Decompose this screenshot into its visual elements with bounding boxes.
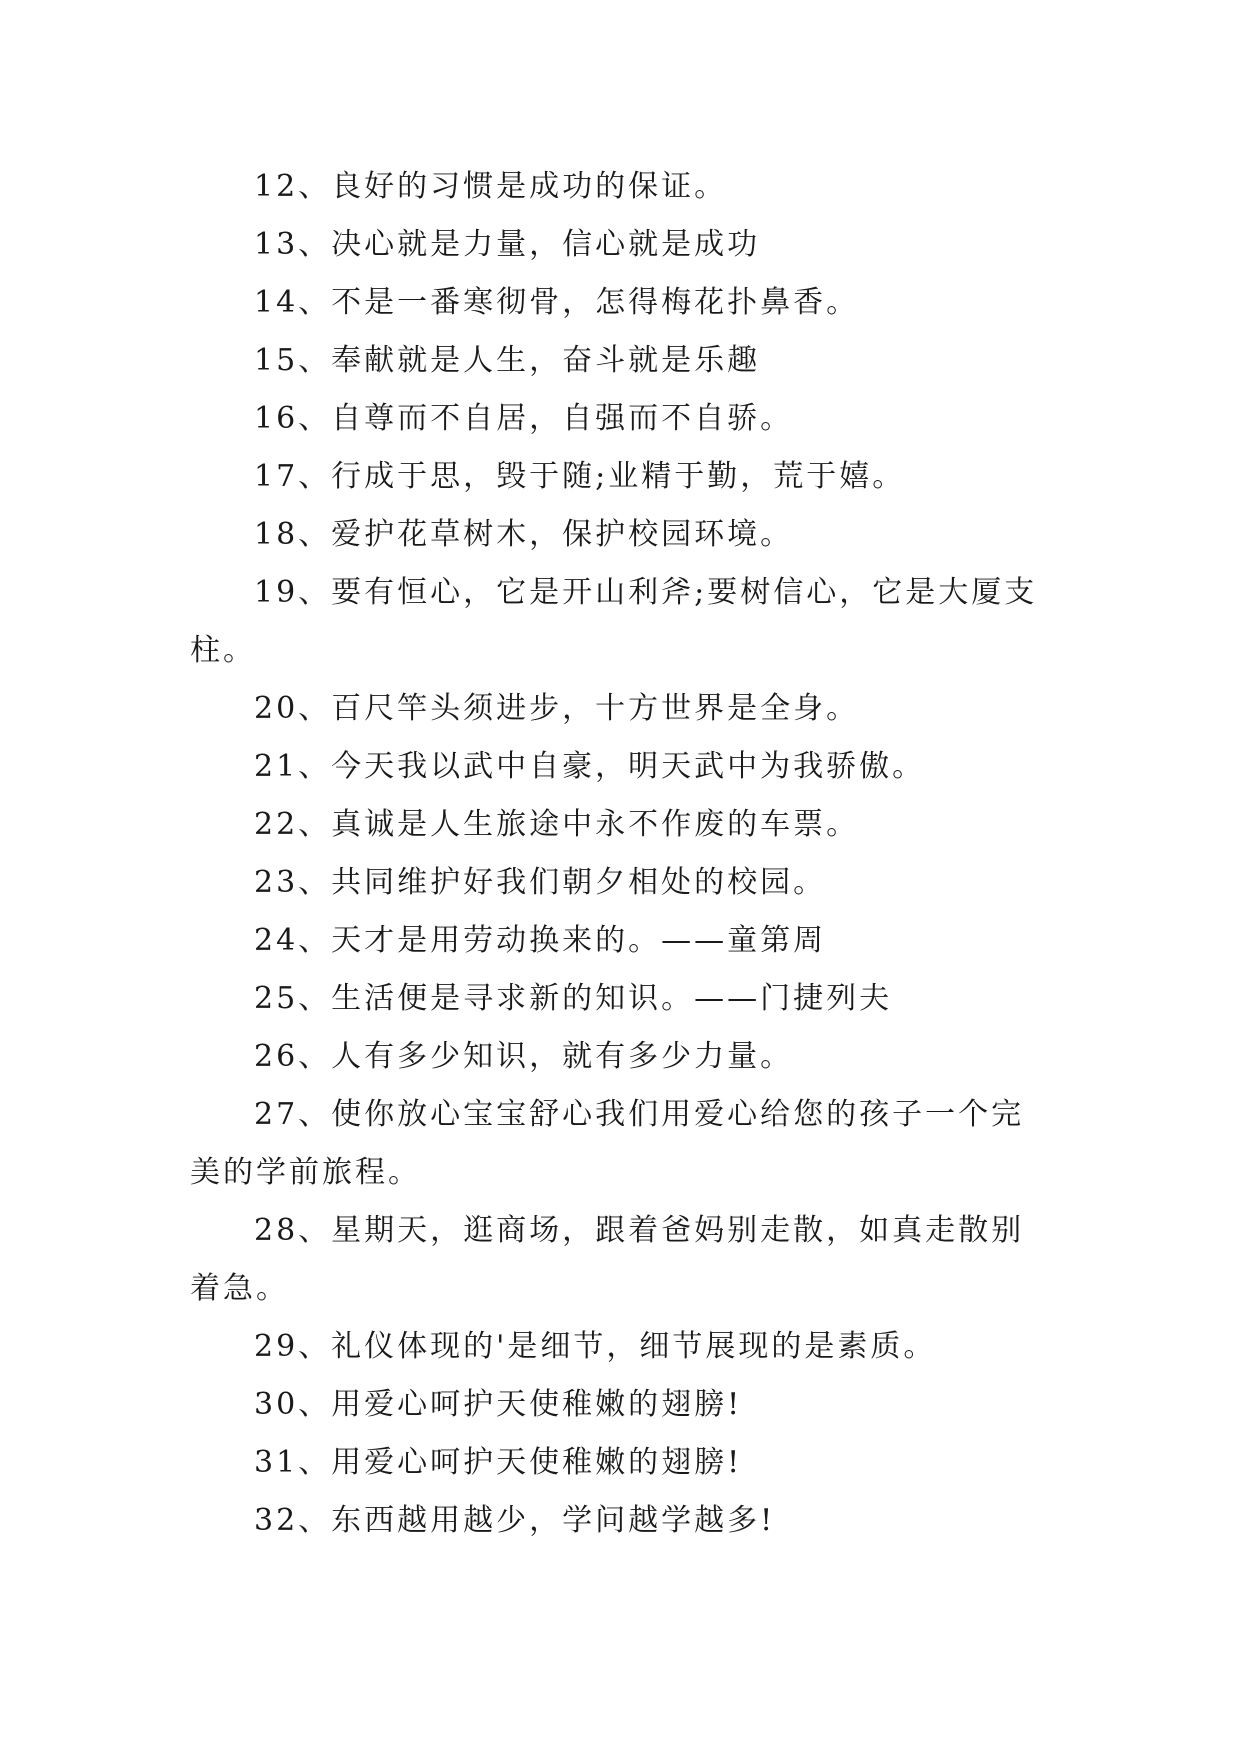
list-item: 14、不是一番寒彻骨，怎得梅花扑鼻香。 (254, 285, 860, 320)
list-item: 25、生活便是寻求新的知识。——门捷列夫 (254, 981, 893, 1016)
list-item: 22、真诚是人生旅途中永不作废的车票。 (254, 807, 860, 842)
list-item: 24、天才是用劳动换来的。——童第周 (254, 923, 827, 958)
list-item: 31、用爱心呵护天使稚嫩的翅膀! (254, 1445, 743, 1480)
list-item: 32、东西越用越少，学问越学越多! (254, 1503, 776, 1538)
list-item: 23、共同维护好我们朝夕相处的校园。 (254, 865, 827, 900)
list-item: 26、人有多少知识，就有多少力量。 (254, 1039, 794, 1074)
list-item: 20、百尺竿头须进步，十方世界是全身。 (254, 691, 860, 726)
list-item: 15、奉献就是人生，奋斗就是乐趣 (254, 343, 761, 378)
list-item: 19、要有恒心，它是开山利斧;要树信心，它是大厦支柱。 (190, 575, 1038, 668)
list-item: 17、行成于思，毁于随;业精于勤，荒于嬉。 (254, 459, 906, 494)
document-body (190, 158, 1050, 1550)
list-item: 18、爱护花草树木，保护校园环境。 (254, 517, 794, 552)
list-item: 29、礼仪体现的'是细节，细节展现的是素质。 (254, 1329, 937, 1364)
list-item: 16、自尊而不自居，自强而不自骄。 (254, 401, 794, 436)
list-item: 12、良好的习惯是成功的保证。 (254, 169, 728, 204)
list-item: 21、今天我以武中自豪，明天武中为我骄傲。 (254, 749, 926, 784)
list-item: 30、用爱心呵护天使稚嫩的翅膀! (254, 1387, 743, 1422)
list-item: 28、星期天，逛商场，跟着爸妈别走散，如真走散别着急。 (190, 1213, 1025, 1306)
list-item: 27、使你放心宝宝舒心我们用爱心给您的孩子一个完美的学前旅程。 (190, 1097, 1025, 1190)
list-item: 13、决心就是力量，信心就是成功 (254, 227, 761, 262)
